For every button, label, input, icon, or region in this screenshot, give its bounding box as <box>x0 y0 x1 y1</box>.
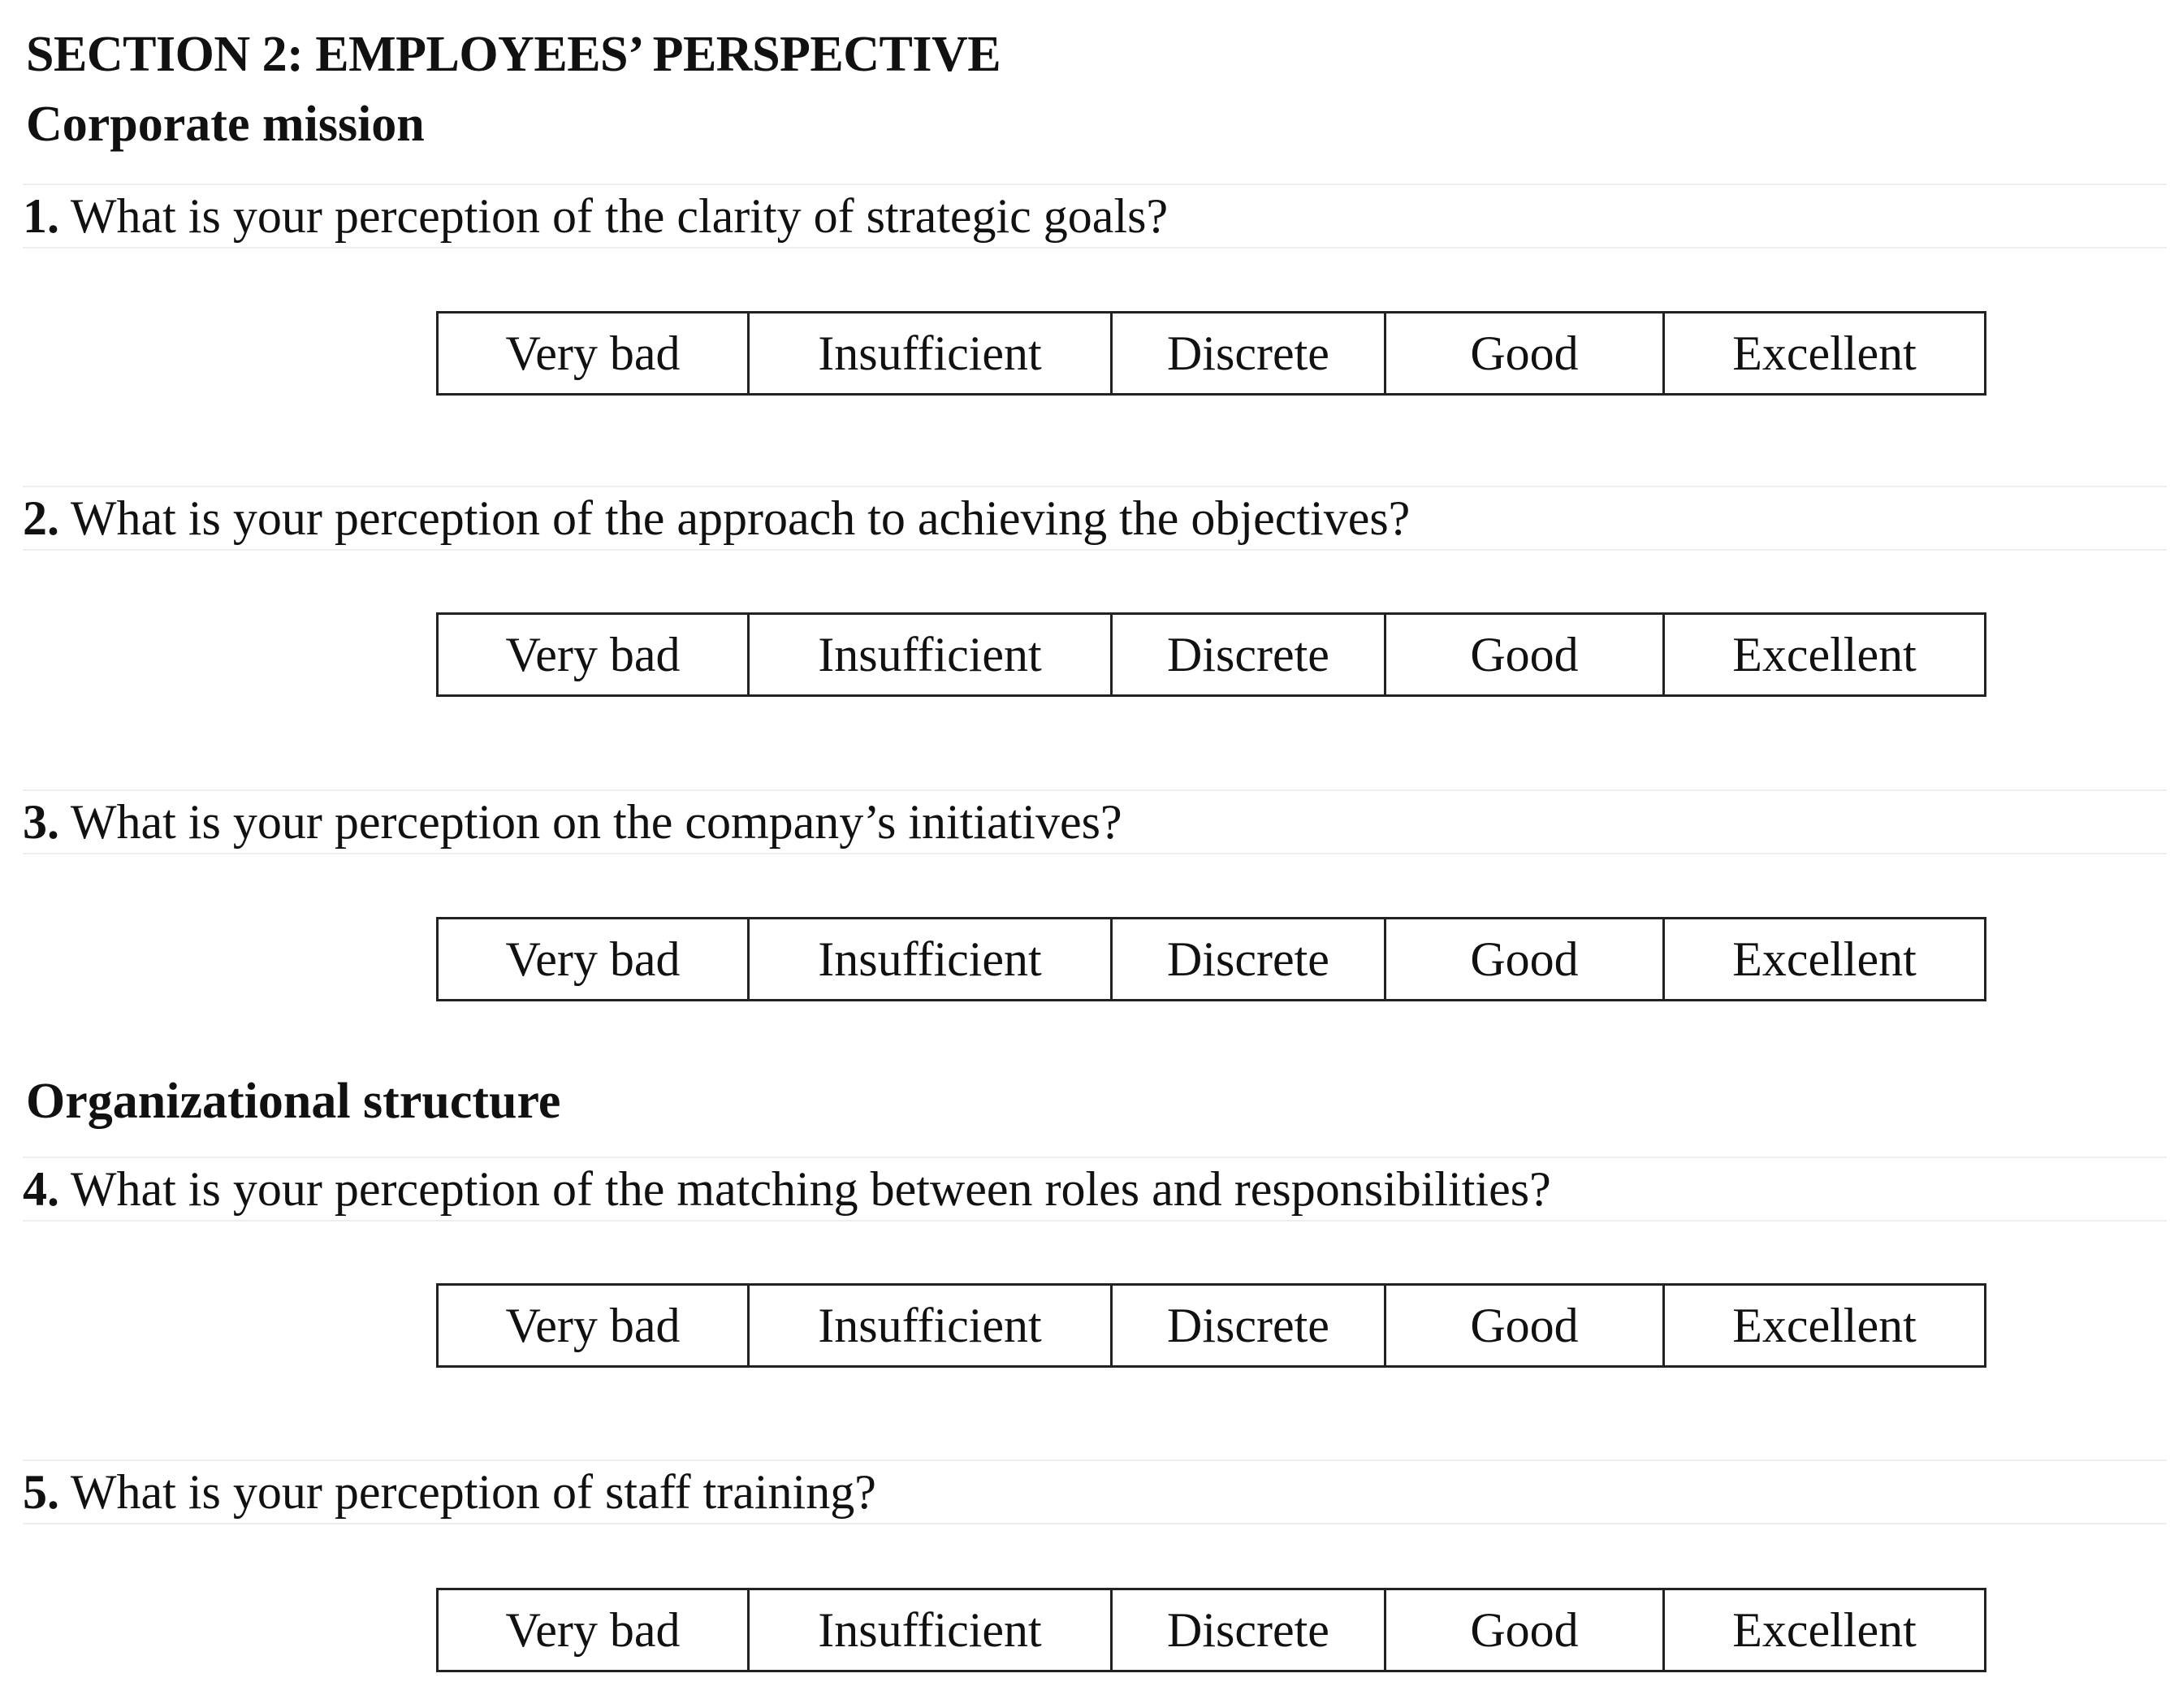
rating-option-discrete[interactable]: Discrete <box>1113 313 1386 393</box>
rating-option-very-bad[interactable]: Very bad <box>439 1286 750 1365</box>
rating-option-very-bad[interactable]: Very bad <box>439 313 750 393</box>
question-text: What is your perception of the clarity of strategic goals? <box>59 189 1169 243</box>
rating-option-excellent[interactable]: Excellent <box>1732 1602 1917 1657</box>
rating-option-insufficient[interactable]: Insufficient <box>750 1286 1113 1365</box>
rating-option-good[interactable]: Good <box>1386 919 1665 999</box>
rating-option-insufficient[interactable]: Insufficient <box>750 919 1113 999</box>
question-2 <box>23 486 2167 551</box>
question-text: What is your perception of the matching between roles and responsibilities? <box>59 1162 1551 1216</box>
question-5 <box>23 1459 2167 1524</box>
question-3 <box>23 789 2167 854</box>
rating-scale-question-1 <box>436 311 1986 396</box>
rating-option-excellent[interactable]: Excellent <box>1732 326 1917 380</box>
rating-scale-question-5 <box>436 1588 1986 1672</box>
rating-option-good[interactable]: Good <box>1386 313 1665 393</box>
question-4 <box>23 1157 2167 1222</box>
rating-option-discrete[interactable]: Discrete <box>1113 1286 1386 1365</box>
question-number: 3. <box>23 795 59 849</box>
rating-scale-question-4 <box>436 1283 1986 1368</box>
section-title: SECTION 2: EMPLOYEES’ PERSPECTIVE <box>26 27 1001 82</box>
rating-option-discrete[interactable]: Discrete <box>1113 919 1386 999</box>
question-text: What is your perception on the company’s initiatives? <box>59 795 1122 849</box>
rating-scale-question-3 <box>436 917 1986 1001</box>
rating-option-insufficient[interactable]: Insufficient <box>750 313 1113 393</box>
rating-option-very-bad[interactable]: Very bad <box>439 1590 750 1670</box>
rating-option-insufficient[interactable]: Insufficient <box>750 615 1113 694</box>
subsection-heading-corporate-mission: Corporate mission <box>26 97 425 152</box>
rating-option-insufficient[interactable]: Insufficient <box>750 1590 1113 1670</box>
question-number: 5. <box>23 1465 59 1519</box>
rating-option-excellent[interactable]: Excellent <box>1732 627 1917 681</box>
question-text: What is your perception of staff training? <box>59 1465 876 1519</box>
subsection-heading-organizational-structure: Organizational structure <box>26 1074 561 1129</box>
rating-option-very-bad[interactable]: Very bad <box>439 615 750 694</box>
rating-option-good[interactable]: Good <box>1386 615 1665 694</box>
rating-option-very-bad[interactable]: Very bad <box>439 919 750 999</box>
rating-option-excellent[interactable]: Excellent <box>1732 932 1917 986</box>
rating-option-discrete[interactable]: Discrete <box>1113 615 1386 694</box>
question-number: 2. <box>23 491 59 545</box>
rating-option-excellent[interactable]: Excellent <box>1732 1298 1917 1352</box>
question-number: 1. <box>23 189 59 243</box>
rating-option-good[interactable]: Good <box>1386 1590 1665 1670</box>
question-text: What is your perception of the approach to achieving the objectives? <box>59 491 1411 545</box>
rating-scale-question-2 <box>436 612 1986 697</box>
rating-option-discrete[interactable]: Discrete <box>1113 1590 1386 1670</box>
rating-option-good[interactable]: Good <box>1386 1286 1665 1365</box>
question-number: 4. <box>23 1162 59 1216</box>
question-1 <box>23 184 2167 249</box>
